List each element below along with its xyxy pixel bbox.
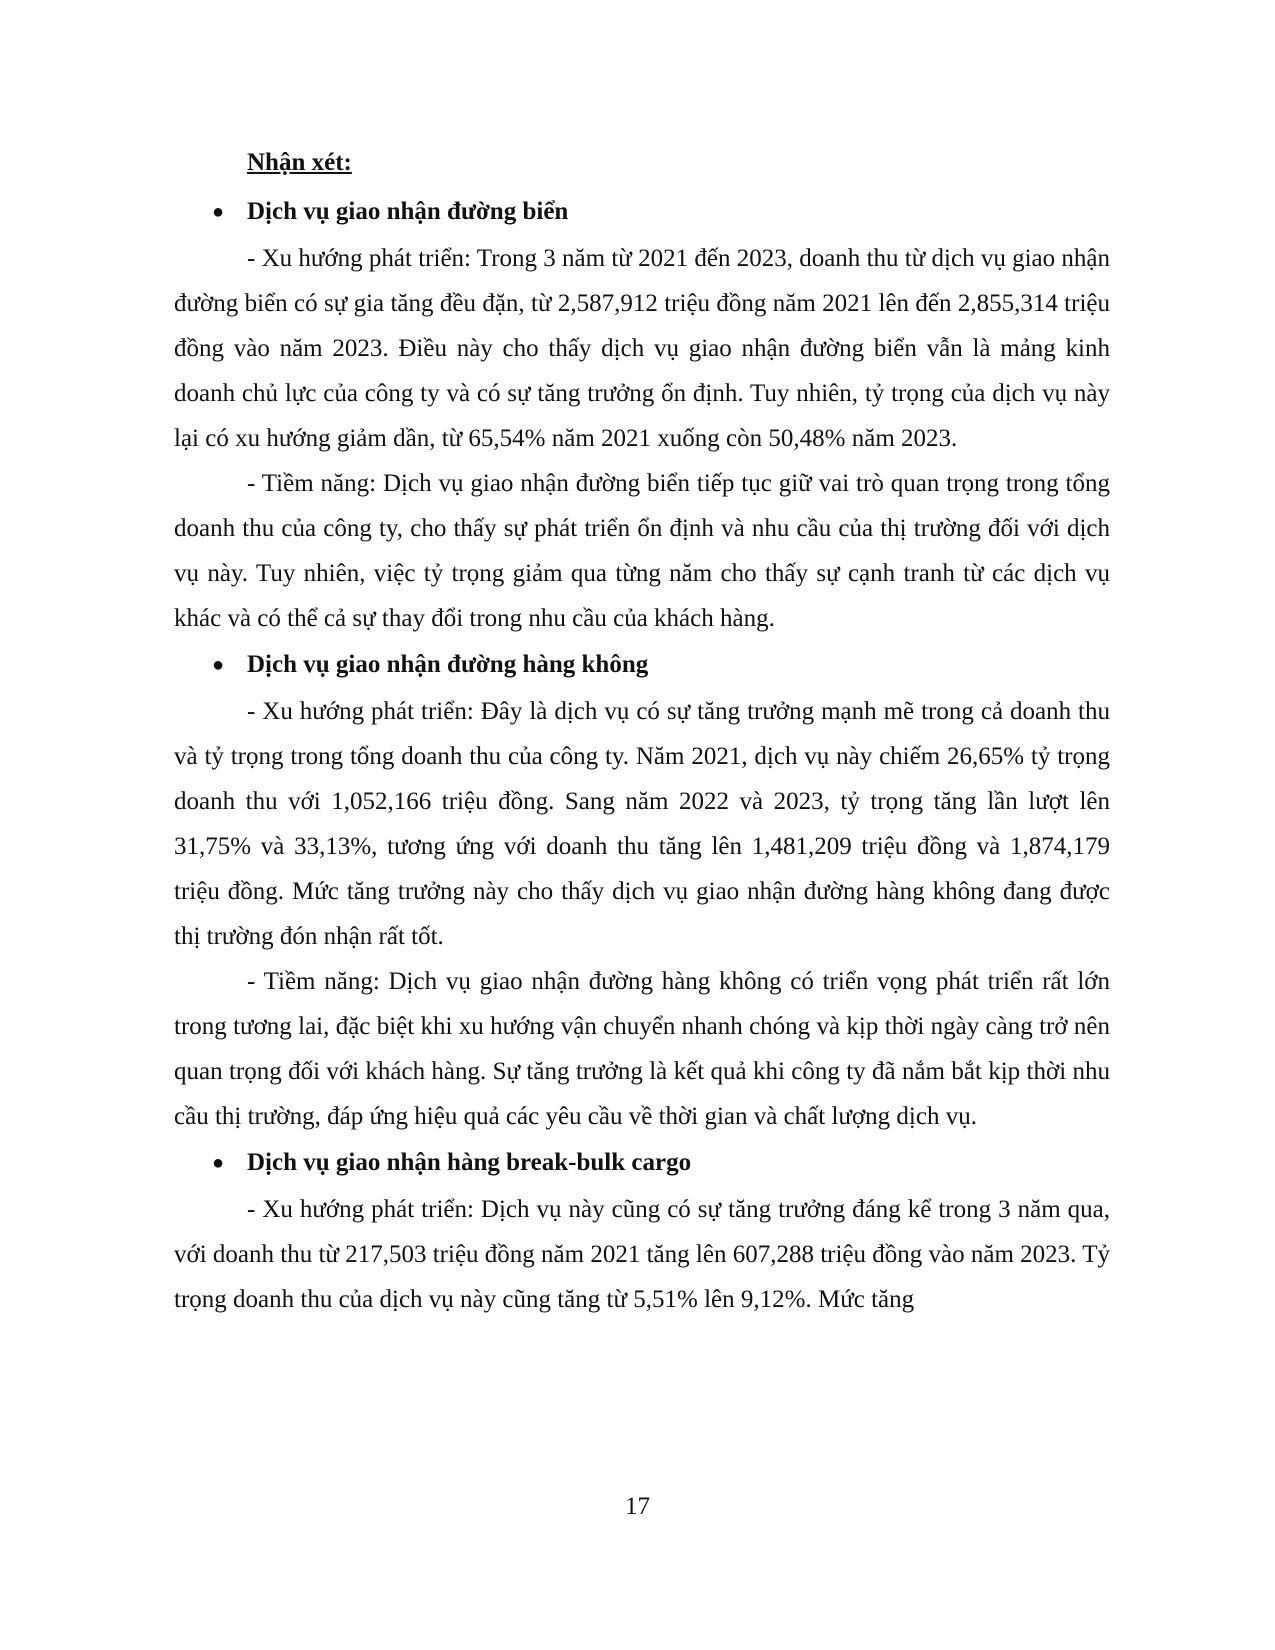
paragraph: - Tiềm năng: Dịch vụ giao nhận đường hàng không có triển vọng phát triển rất lớn trong tương lai, đặc biệt khi xu hướng vận chuyển nhanh chóng và kịp thời ngày càng trở nên quan trọng đối với khách hàng. Sự tăng trưởng là kết quả khi công ty đã nắm bắt kịp thời nhu cầu thị trường, đáp ứng hiệu quả các yêu cầu về thời gian và chất lượng dịch vụ. (174, 968, 1110, 1130)
paragraph: - Xu hướng phát triển: Dịch vụ này cũng có sự tăng trưởng đáng kể trong 3 năm qua, với doanh thu từ 217,503 triệu đồng năm 2021 tăng lên 607,288 triệu đồng vào năm 2023. Tỷ trọng doanh thu của dịch vụ này cũng tăng từ 5,51% lên 9,12%. Mức tăng (174, 1196, 1110, 1313)
paragraph: - Tiềm năng: Dịch vụ giao nhận đường biển tiếp tục giữ vai trò quan trọng trong tổng doanh thu của công ty, cho thấy sự phát triển ổn định và nhu cầu của thị trường đối với dịch vụ này. Tuy nhiên, việc tỷ trọng giảm qua từng năm cho thấy sự cạnh tranh từ các dịch vụ khác và có thể cả sự thay đổi trong nhu cầu của khách hàng. (174, 470, 1110, 632)
bullet-icon: ● (212, 1152, 225, 1174)
bullet-title: Dịch vụ giao nhận đường biển (247, 198, 569, 225)
section-heading: Nhận xét: (247, 149, 352, 176)
bullet-heading-air (212, 643, 1110, 687)
section-break-bulk (174, 1141, 1110, 1322)
section-air-freight (174, 643, 1110, 1139)
bullet-icon: ● (212, 654, 225, 676)
bullet-title: Dịch vụ giao nhận đường hàng không (247, 651, 649, 678)
section-sea-freight (174, 190, 1110, 641)
paragraph: - Xu hướng phát triển: Trong 3 năm từ 2021 đến 2023, doanh thu từ dịch vụ giao nhận đường biển có sự gia tăng đều đặn, từ 2,587,912 triệu đồng năm 2021 lên đến 2,855,314 triệu đồng vào năm 2023. Điều này cho thấy dịch vụ giao nhận đường biển vẫn là mảng kinh doanh chủ lực của công ty và có sự tăng trưởng ổn định. Tuy nhiên, tỷ trọng của dịch vụ này lại có xu hướng giảm dần, từ 65,54% năm 2021 xuống còn 50,48% năm 2023. (174, 245, 1110, 452)
bullet-icon: ● (212, 201, 225, 223)
bullet-heading-sea (212, 190, 1110, 234)
bullet-title: Dịch vụ giao nhận hàng break-bulk cargo (247, 1149, 692, 1176)
paragraph: - Xu hướng phát triển: Đây là dịch vụ có sự tăng trưởng mạnh mẽ trong cả doanh thu và tỷ trọng trong tổng doanh thu của công ty. Năm 2021, dịch vụ này chiếm 26,65% tỷ trọng doanh thu với 1,052,166 triệu đồng. Sang năm 2022 và 2023, tỷ trọng tăng lần lượt lên 31,75% và 33,13%, tương ứng với doanh thu tăng lên 1,481,209 triệu đồng và 1,874,179 triệu đồng. Mức tăng trưởng này cho thấy dịch vụ giao nhận đường hàng không đang được thị trường đón nhận rất tốt. (174, 698, 1110, 950)
page-number: 17 (625, 1493, 650, 1520)
bullet-heading-break-bulk (212, 1141, 1110, 1185)
document-body (174, 142, 1110, 1322)
